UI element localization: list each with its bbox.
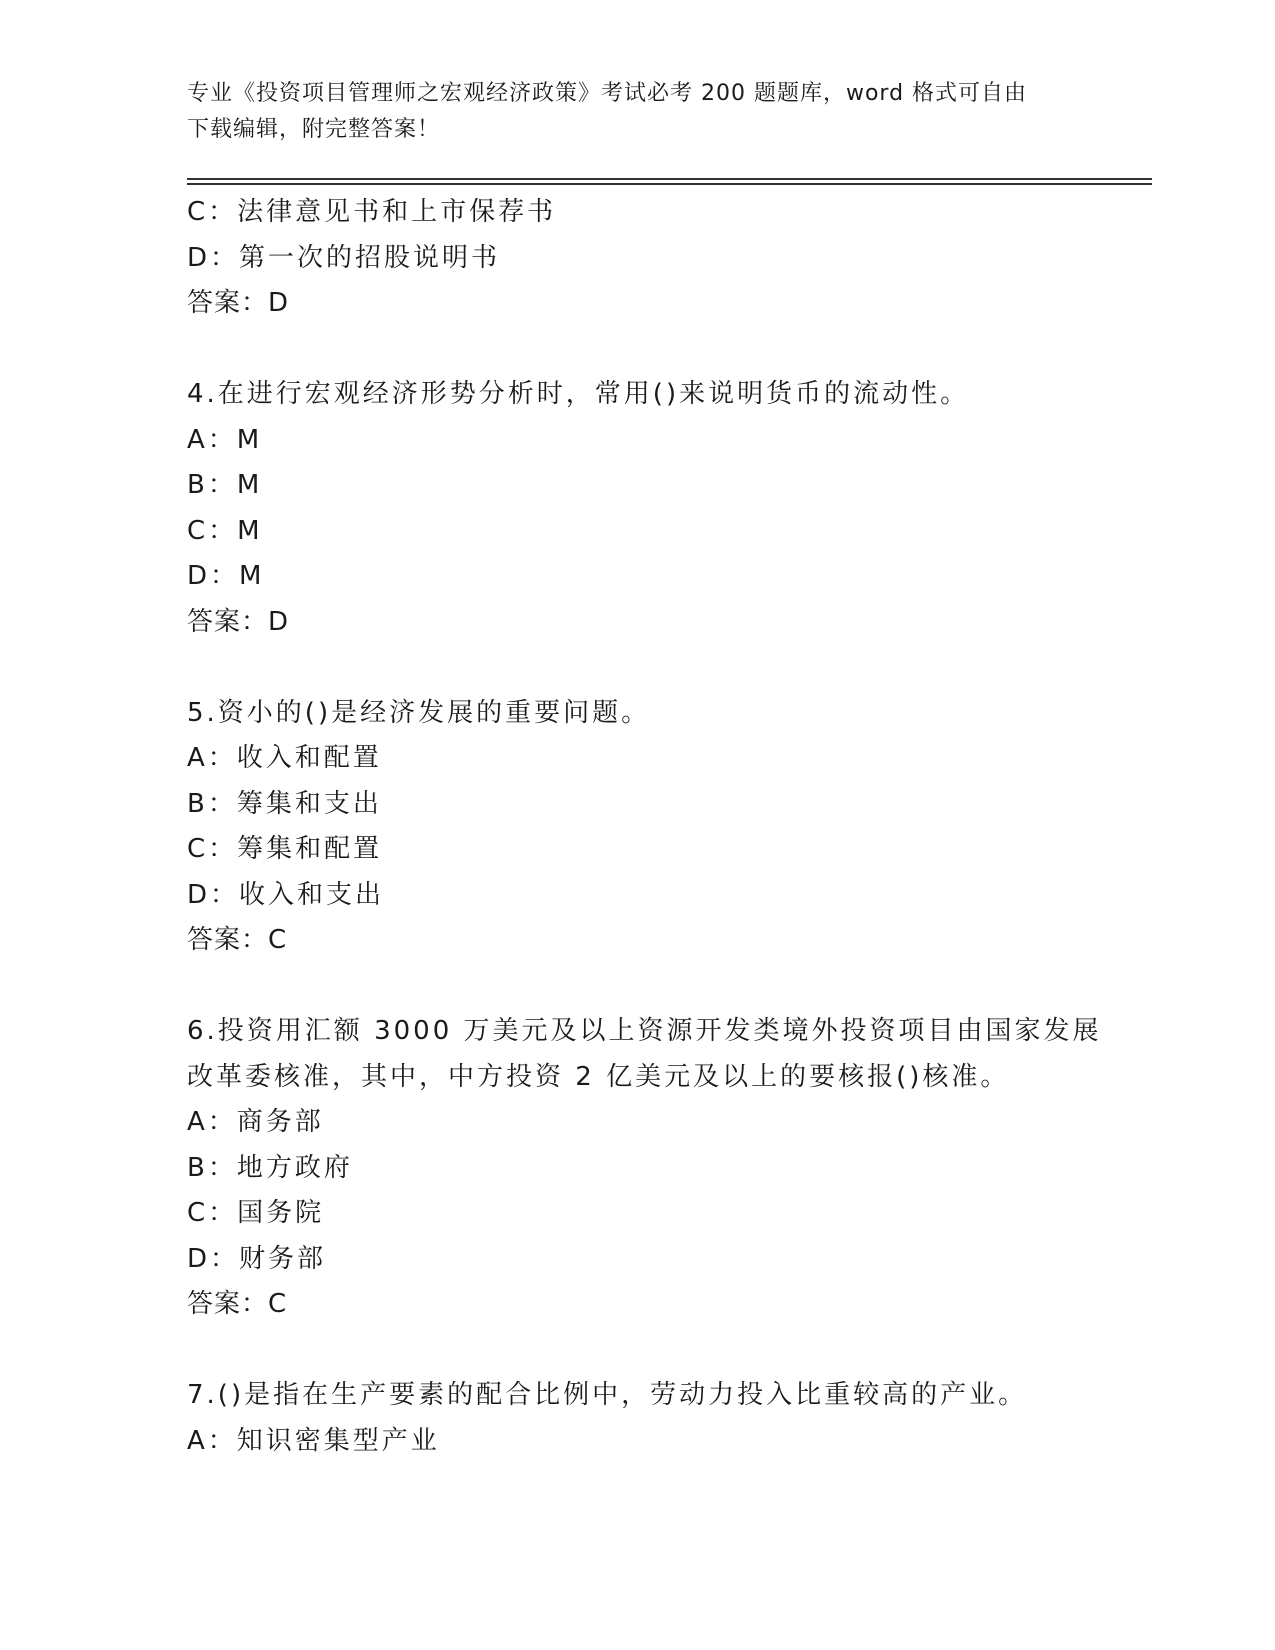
q6-option-c: C：国务院 [187,1198,325,1228]
q4-question: 4.在进行宏观经济形势分析时，常用()来说明货币的流动性。 [187,379,970,409]
q5-option-c: C：筹集和配置 [187,834,383,864]
q3-answer: 答案：D [187,288,290,318]
header-divider-top [187,178,1152,180]
q6-question-line-2: 改革委核准，其中，中方投资 2 亿美元及以上的要核报()核准。 [187,1061,1010,1092]
question-list [187,190,1102,1464]
header-line-1: 专业《投资项目管理师之宏观经济政策》考试必考 200 题题库，word 格式可自由 [187,81,1028,106]
q5-option-b: B：筹集和支出 [187,788,382,819]
q6-answer: 答案：C [187,1289,288,1319]
q4-option-c: C：M [187,515,263,546]
q4-option-b: B：M [187,470,263,500]
q5-option-d: D：收入和支出 [187,879,385,910]
q3-option-d: D：第一次的招股说明书 [187,242,501,273]
q7-option-a: A：知识密集型产业 [187,1425,440,1456]
q4-option-d: D：M [187,561,265,591]
q6-option-a: A：商务部 [187,1107,324,1137]
header-divider-bottom [187,183,1152,185]
q6-option-d: D：财务部 [187,1243,327,1274]
q4-option-a: A：M [187,424,263,455]
q6-option-b: B：地方政府 [187,1152,353,1183]
q7-question: 7.()是指在生产要素的配合比例中，劳动力投入比重较高的产业。 [187,1380,1028,1410]
document-header [187,76,1087,148]
q5-question: 5.资小的()是经济发展的重要问题。 [187,697,651,728]
q5-answer: 答案：C [187,925,288,955]
q5-option-a: A：收入和配置 [187,743,382,773]
header-line-2: 下载编辑，附完整答案！ [187,117,441,142]
q4-answer: 答案：D [187,606,290,637]
q3-option-c: C：法律意见书和上市保荐书 [187,197,557,227]
q6-question-line-1: 6.投资用汇额 3000 万美元及以上资源开发类境外投资项目由国家发展 [187,1016,1102,1046]
